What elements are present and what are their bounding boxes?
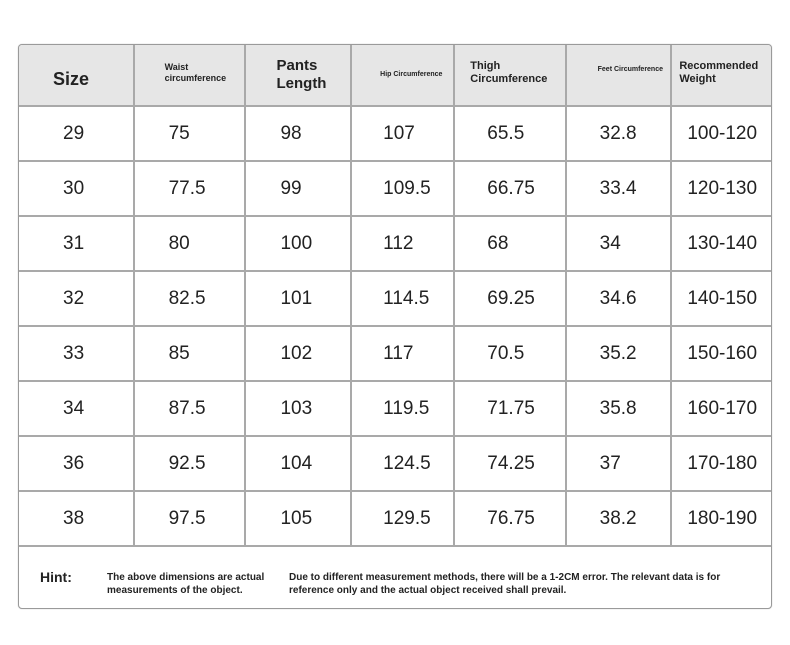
cell-weight: 130-140 [671, 216, 771, 271]
header-row [19, 45, 771, 106]
hint-text-measurements: The above dimensions are actual measurements of the object. [107, 572, 265, 596]
header-thigh: Thigh Circumference [454, 45, 565, 106]
hint-section [19, 538, 771, 608]
cell-weight: 150-160 [671, 326, 771, 381]
cell-pants-length: 99 [245, 161, 351, 216]
cell-thigh: 66.75 [454, 161, 565, 216]
cell-pants-length: 98 [245, 106, 351, 161]
cell-waist: 77.5 [134, 161, 246, 216]
header-size: Size [19, 45, 134, 106]
cell-weight: 170-180 [671, 436, 771, 491]
cell-waist: 80 [134, 216, 246, 271]
cell-waist: 92.5 [134, 436, 246, 491]
cell-feet: 34 [566, 216, 672, 271]
cell-pants-length: 105 [245, 491, 351, 546]
cell-feet: 33.4 [566, 161, 672, 216]
cell-weight: 160-170 [671, 381, 771, 436]
cell-hip: 124.5 [351, 436, 454, 491]
cell-thigh: 76.75 [454, 491, 565, 546]
table-row [19, 381, 771, 436]
table-row [19, 436, 771, 491]
cell-thigh: 69.25 [454, 271, 565, 326]
cell-pants-length: 102 [245, 326, 351, 381]
cell-thigh: 71.75 [454, 381, 565, 436]
cell-feet: 35.2 [566, 326, 672, 381]
cell-size: 31 [19, 216, 134, 271]
cell-waist: 97.5 [134, 491, 246, 546]
cell-weight: 120-130 [671, 161, 771, 216]
cell-feet: 37 [566, 436, 672, 491]
cell-size: 32 [19, 271, 134, 326]
cell-pants-length: 101 [245, 271, 351, 326]
cell-pants-length: 103 [245, 381, 351, 436]
header-waist: Waist circumference [134, 45, 246, 106]
cell-feet: 34.6 [566, 271, 672, 326]
size-table [19, 45, 771, 547]
size-chart [18, 44, 772, 609]
header-weight: Recommended Weight [671, 45, 771, 106]
cell-size: 36 [19, 436, 134, 491]
cell-pants-length: 100 [245, 216, 351, 271]
cell-size: 29 [19, 106, 134, 161]
cell-hip: 109.5 [351, 161, 454, 216]
cell-waist: 75 [134, 106, 246, 161]
hint-label: Hint: [40, 569, 72, 585]
cell-waist: 82.5 [134, 271, 246, 326]
table-row [19, 106, 771, 161]
cell-thigh: 65.5 [454, 106, 565, 161]
cell-thigh: 70.5 [454, 326, 565, 381]
cell-weight: 140-150 [671, 271, 771, 326]
cell-feet: 32.8 [566, 106, 672, 161]
cell-size: 34 [19, 381, 134, 436]
table-row [19, 271, 771, 326]
cell-pants-length: 104 [245, 436, 351, 491]
header-hip: Hip Circumference [351, 45, 454, 106]
table-row [19, 326, 771, 381]
header-feet: Feet Circumference [566, 45, 672, 106]
header-pants-length: Pants Length [245, 45, 351, 106]
cell-size: 30 [19, 161, 134, 216]
cell-size: 33 [19, 326, 134, 381]
table-row [19, 216, 771, 271]
cell-waist: 85 [134, 326, 246, 381]
cell-feet: 38.2 [566, 491, 672, 546]
cell-waist: 87.5 [134, 381, 246, 436]
cell-hip: 114.5 [351, 271, 454, 326]
cell-hip: 117 [351, 326, 454, 381]
cell-hip: 119.5 [351, 381, 454, 436]
cell-feet: 35.8 [566, 381, 672, 436]
hint-text-error: Due to different measurement methods, there will be a 1-2CM error. The relevant data is for reference only and the actual object received shall prevail. [289, 572, 721, 596]
cell-weight: 180-190 [671, 491, 771, 546]
cell-size: 38 [19, 491, 134, 546]
cell-hip: 129.5 [351, 491, 454, 546]
cell-hip: 107 [351, 106, 454, 161]
cell-weight: 100-120 [671, 106, 771, 161]
cell-thigh: 74.25 [454, 436, 565, 491]
table-row [19, 161, 771, 216]
cell-hip: 112 [351, 216, 454, 271]
cell-thigh: 68 [454, 216, 565, 271]
